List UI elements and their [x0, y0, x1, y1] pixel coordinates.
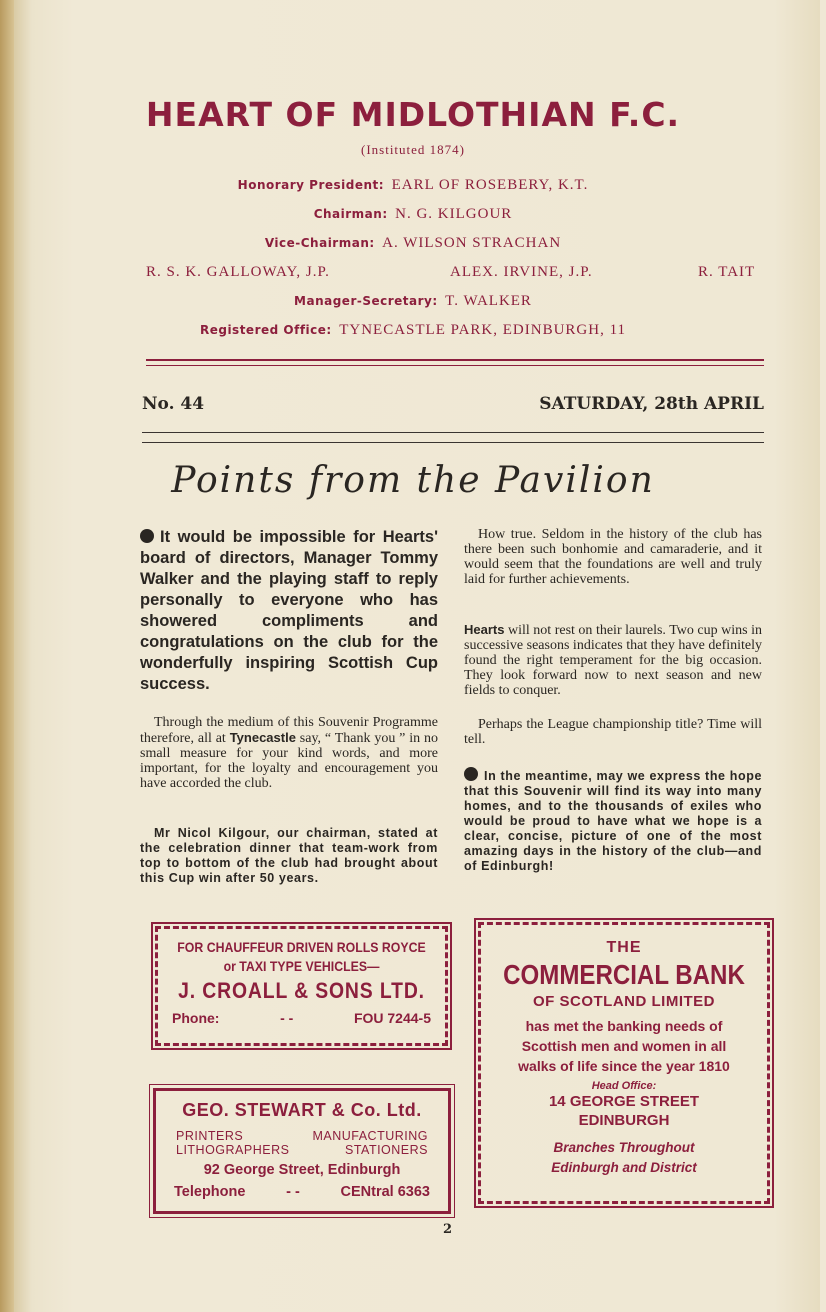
header-rule-top — [146, 359, 764, 361]
date-rule-bottom — [142, 442, 764, 443]
office-value: TYNECASTLE PARK, EDINBURGH, 11 — [339, 322, 627, 338]
office-label: Registered Office: — [199, 323, 332, 337]
director-1: R. S. K. GALLOWAY, J.P. — [146, 264, 330, 280]
croall-dashes: - - — [280, 1010, 294, 1026]
vice-chairman-row — [0, 235, 826, 252]
right-paragraph-2 — [464, 622, 762, 698]
croall-name: J. CROALL & SONS LTD. — [178, 978, 425, 1003]
manager-row — [0, 293, 826, 310]
article-heading: Points from the Pavilion — [171, 460, 655, 501]
honorary-president-value: EARL OF ROSEBERY, K.T. — [391, 177, 589, 193]
bank-body-2: Scottish men and women in all — [521, 1038, 727, 1054]
right-p4-text: In the meantime, may we express the hope that this Souvenir will find its way into many homes, and to the thousands of exiles who would be proud to have what we hope is a clear, concise, picture of one of the most amazing days in the history of the club—and of Edinburgh! — [464, 769, 762, 873]
stewart-trade-lithographers: LITHOGRAPHERS — [176, 1143, 290, 1157]
stewart-name: GEO. STEWART & Co. Ltd. — [182, 1100, 422, 1120]
bullet-dot-icon — [464, 767, 478, 781]
stewart-trade-manufacturing: MANUFACTURING — [312, 1129, 428, 1143]
issue-date: SATURDAY, 28th APRIL — [539, 394, 764, 414]
stewart-dashes: - - — [286, 1184, 300, 1200]
bank-body-3: walks of life since the year 1810 — [518, 1058, 730, 1074]
right-paragraph-4 — [464, 767, 762, 874]
manager-label: Manager-Secretary: — [294, 294, 438, 308]
stewart-trades-row-1 — [156, 1129, 448, 1143]
stewart-address: 92 George Street, Edinburgh — [203, 1162, 401, 1178]
bank-address-1: 14 GEORGE STREET — [548, 1093, 700, 1110]
stewart-tel: CENtral 6363 — [340, 1184, 430, 1200]
left-p1-text-c: say, “ Thank you ” in no small measure for your kind words, and more important, for the loyalty and encouragement you have accorded the club. — [140, 731, 438, 791]
commercial-bank-advert — [478, 922, 770, 1204]
honorary-president-label: Honorary President: — [237, 178, 385, 192]
stewart-tel-label: Telephone — [174, 1184, 246, 1200]
chairman-value: N. G. KILGOUR — [395, 206, 513, 222]
bank-branches-1: Branches Throughout — [553, 1140, 695, 1155]
right-p2-hearts: Hearts — [464, 622, 505, 637]
bank-body-1: has met the banking needs of — [525, 1018, 723, 1034]
office-row — [0, 322, 826, 339]
honorary-president-row — [0, 177, 826, 194]
chairman-row — [0, 206, 826, 223]
page-number: 2 — [443, 1222, 453, 1237]
croall-phone-row — [158, 1010, 445, 1026]
stewart-tel-row — [156, 1184, 448, 1200]
croall-line-2: or TAXI TYPE VEHICLES— — [223, 958, 380, 974]
header-rule-bottom — [146, 365, 764, 366]
chairman-label: Chairman: — [313, 207, 388, 221]
left-paragraph-2: Mr Nicol Kilgour, our chairman, stated at the celebration dinner that team-work from top to bottom of the club had brought about this Cup win after 50 years. — [140, 826, 438, 885]
director-2: ALEX. IRVINE, J.P. — [450, 264, 593, 280]
vice-chairman-value: A. WILSON STRACHAN — [382, 235, 562, 251]
croall-advert — [155, 926, 448, 1046]
bank-head-office-label: Head Office: — [591, 1080, 657, 1092]
right-paragraph-3: Perhaps the League championship title? Time will tell. — [464, 717, 762, 747]
right-paragraph-1: How true. Seldom in the history of the club has there been such bonhomie and camaraderie, and it would seem that the foundations are well and truly laid for further achievements. — [464, 527, 762, 587]
croall-phone: FOU 7244-5 — [353, 1010, 431, 1026]
right-p2-text: will not rest on their laurels. Two cup wins in successive seasons indicates that they have definitely found the right temperament for the big occasion. They look forward now to next season and new fields to conquer. — [464, 623, 762, 698]
bank-address-2: EDINBURGH — [578, 1112, 670, 1129]
page-binding-edge — [0, 0, 14, 1312]
croall-line-1: FOR CHAUFFEUR DRIVEN ROLLS ROYCE — [177, 939, 426, 955]
bank-the: THE — [606, 939, 642, 956]
stewart-trade-printers: PRINTERS — [176, 1129, 244, 1143]
date-rule-top — [142, 432, 764, 433]
stewart-trade-stationers: STATIONERS — [344, 1143, 428, 1157]
left-lead-paragraph — [140, 527, 438, 695]
left-p1-tynecastle: Tynecastle — [229, 730, 296, 745]
club-title: HEART OF MIDLOTHIAN F.C. — [145, 95, 681, 134]
left-p1-text-a: Through the medium of this Souvenir Programme therefore, all at — [140, 715, 438, 746]
bank-subtitle: OF SCOTLAND LIMITED — [533, 993, 715, 1010]
croall-phone-label: Phone: — [172, 1010, 220, 1026]
manager-value: T. WALKER — [445, 293, 532, 309]
director-3: R. TAIT — [698, 264, 756, 280]
instituted-line: (Instituted 1874) — [360, 142, 465, 157]
left-paragraph-1 — [140, 715, 438, 791]
bank-branches-2: Edinburgh and District — [551, 1160, 697, 1175]
bullet-dot-icon — [140, 529, 154, 543]
stewart-advert — [153, 1088, 451, 1214]
stewart-trades-row-2 — [156, 1143, 448, 1157]
bank-name: COMMERCIAL BANK — [503, 959, 745, 990]
left-lead-text: It would be impossible for Hearts' board of directors, Manager Tommy Walker and the playing staff to reply personally to everyone who has showered compliments and congratulations on the club for the wonderfully inspiring Scottish Cup success. — [140, 528, 438, 693]
vice-chairman-label: Vice-Chairman: — [264, 236, 375, 250]
issue-number: No. 44 — [142, 394, 205, 414]
